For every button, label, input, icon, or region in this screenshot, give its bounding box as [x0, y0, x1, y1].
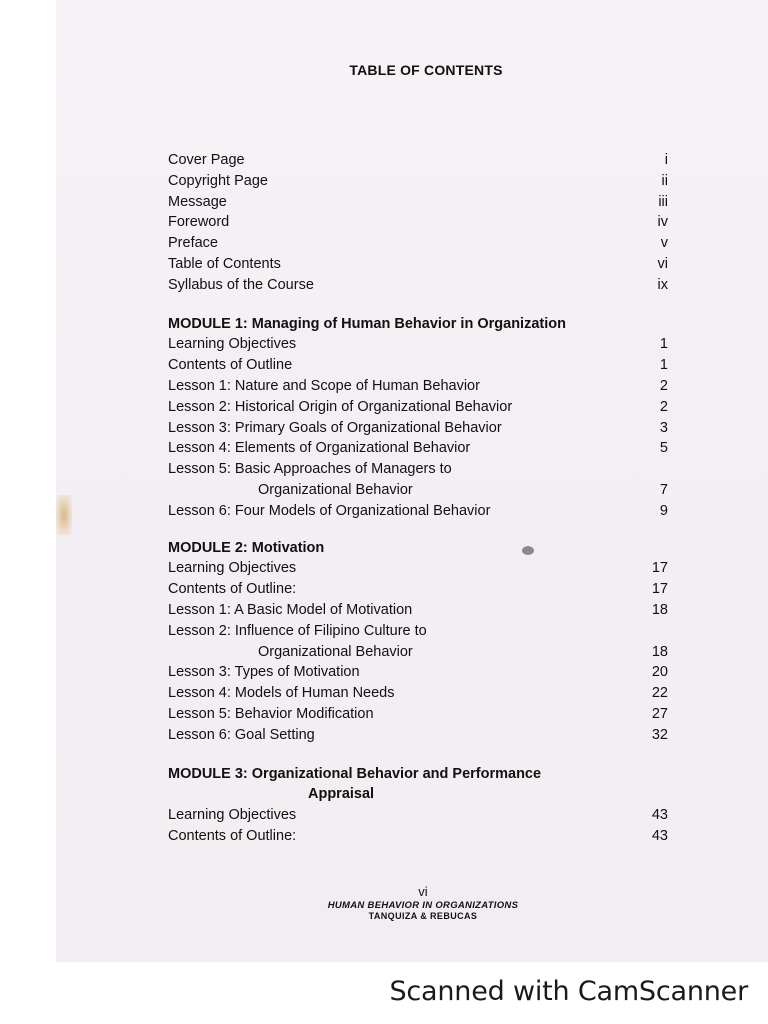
- toc-entry-label: Lesson 5: Behavior Modification: [168, 705, 374, 722]
- paper-stain: [56, 495, 72, 535]
- toc-entry-page: 1: [659, 336, 668, 353]
- toc-entry-continuation: [168, 642, 672, 663]
- front-matter-list: [168, 150, 672, 296]
- toc-entry-label: Lesson 6: Four Models of Organizational Behavior: [168, 502, 491, 519]
- toc-entry-label: Learning Objectives: [168, 560, 297, 577]
- toc-entry-page: 18: [651, 643, 668, 660]
- toc-entry-page: ii: [661, 172, 668, 189]
- toc-entry: [168, 376, 672, 397]
- toc-entry-label: Syllabus of the Course: [168, 276, 314, 293]
- toc-entry-page: 43: [651, 807, 668, 824]
- toc-entry-label: Cover Page: [168, 152, 245, 168]
- module-3-heading-continuation: Appraisal: [308, 786, 375, 803]
- module-2-heading: MODULE 2: Motivation: [168, 539, 325, 556]
- toc-entry-page: v: [660, 235, 668, 252]
- toc-entry-page: 7: [659, 481, 668, 498]
- toc-entry: [168, 192, 672, 213]
- toc-entry-label: Lesson 2: Influence of Filipino Culture to: [168, 622, 427, 639]
- toc-entry-label: Organizational Behavior: [258, 643, 413, 660]
- toc-entry-page: 5: [659, 440, 668, 457]
- footer-book-title: HUMAN BEHAVIOR IN ORGANIZATIONS: [327, 900, 519, 911]
- toc-entry-page: iii: [658, 193, 668, 210]
- toc-entry-page: 2: [659, 398, 668, 415]
- toc-entry-page: 43: [651, 827, 668, 844]
- toc-entry-label: Lesson 5: Basic Approaches of Managers to: [168, 461, 452, 478]
- module-2-list: [168, 558, 672, 745]
- toc-entry-label: Lesson 6: Goal Setting: [168, 726, 315, 743]
- toc-entry-page: 32: [651, 726, 668, 743]
- table-of-contents: [168, 150, 672, 847]
- toc-entry-label: Learning Objectives: [168, 807, 297, 824]
- toc-entry-label: Table of Contents: [168, 255, 281, 272]
- toc-entry-label: Contents of Outline:: [168, 581, 297, 598]
- toc-entry: [168, 725, 672, 746]
- toc-entry: [168, 683, 672, 704]
- toc-entry: [168, 600, 672, 621]
- toc-entry-label: Lesson 2: Historical Origin of Organizational Behavior: [168, 398, 513, 415]
- module-1-list: [168, 334, 672, 521]
- toc-entry-page: iv: [657, 214, 668, 231]
- toc-entry-continuation: [168, 480, 672, 501]
- toc-entry-page: 1: [659, 357, 668, 374]
- toc-entry-page: 17: [651, 560, 668, 577]
- toc-entry-page: 9: [659, 502, 668, 519]
- toc-entry: [168, 275, 672, 296]
- toc-title: TABLE OF CONTENTS: [349, 62, 503, 78]
- module-3-heading: MODULE 3: Organizational Behavior and Performance: [168, 765, 542, 782]
- toc-entry-page: 18: [651, 601, 668, 618]
- toc-entry: [168, 704, 672, 725]
- toc-entry-page: 3: [659, 419, 668, 436]
- toc-entry-label: Lesson 4: Elements of Organizational Behavior: [168, 440, 471, 457]
- toc-entry-page: 17: [651, 581, 668, 598]
- toc-entry-label: Contents of Outline:: [168, 827, 297, 844]
- toc-entry: [168, 558, 672, 579]
- module-3-list: [168, 805, 672, 847]
- toc-entry: [168, 501, 672, 522]
- footer-authors: TANQUIZA & REBUCAS: [368, 911, 478, 921]
- toc-entry-label: Copyright Page: [168, 172, 268, 189]
- toc-entry-page: ix: [657, 276, 668, 293]
- toc-entry-label: Lesson 1: A Basic Model of Motivation: [168, 601, 413, 618]
- footer-page-number: vi: [418, 884, 428, 899]
- toc-entry: [168, 254, 672, 275]
- toc-entry: [168, 150, 672, 171]
- toc-entry: [168, 212, 672, 233]
- toc-entry-label: Lesson 3: Primary Goals of Organizational Behavior: [168, 419, 502, 436]
- toc-entry-page: 2: [659, 377, 668, 394]
- toc-entry: [168, 459, 672, 480]
- module-1-heading: MODULE 1: Managing of Human Behavior in Organization: [168, 315, 566, 332]
- toc-entry-label: Lesson 3: Types of Motivation: [168, 664, 360, 681]
- toc-entry-label: Foreword: [168, 214, 230, 231]
- toc-entry-label: Preface: [168, 235, 218, 252]
- toc-entry: [168, 334, 672, 355]
- toc-entry-page: vi: [657, 255, 668, 272]
- toc-entry: [168, 621, 672, 642]
- camscanner-watermark: Scanned with CamScanner: [389, 976, 748, 1007]
- page-margin: [0, 0, 60, 962]
- toc-entry-label: Message: [168, 193, 227, 210]
- toc-entry: [168, 397, 672, 418]
- toc-entry: [168, 171, 672, 192]
- toc-entry: [168, 826, 672, 847]
- toc-entry: [168, 233, 672, 254]
- toc-entry-page: i: [664, 152, 668, 168]
- toc-entry-page: 20: [651, 664, 668, 681]
- toc-entry-label: Organizational Behavior: [258, 481, 413, 498]
- toc-entry-page: 22: [651, 685, 668, 702]
- toc-entry: [168, 662, 672, 683]
- toc-entry: [168, 579, 672, 600]
- toc-entry: [168, 805, 672, 826]
- toc-entry-page: 27: [651, 705, 668, 722]
- page-footer: [0, 884, 768, 922]
- toc-entry-label: Lesson 1: Nature and Scope of Human Behavior: [168, 377, 480, 394]
- toc-entry: [168, 355, 672, 376]
- toc-entry-label: Lesson 4: Models of Human Needs: [168, 685, 395, 702]
- toc-entry: [168, 438, 672, 459]
- toc-entry-label: Contents of Outline: [168, 357, 293, 374]
- toc-entry-label: Learning Objectives: [168, 336, 297, 353]
- toc-entry: [168, 418, 672, 439]
